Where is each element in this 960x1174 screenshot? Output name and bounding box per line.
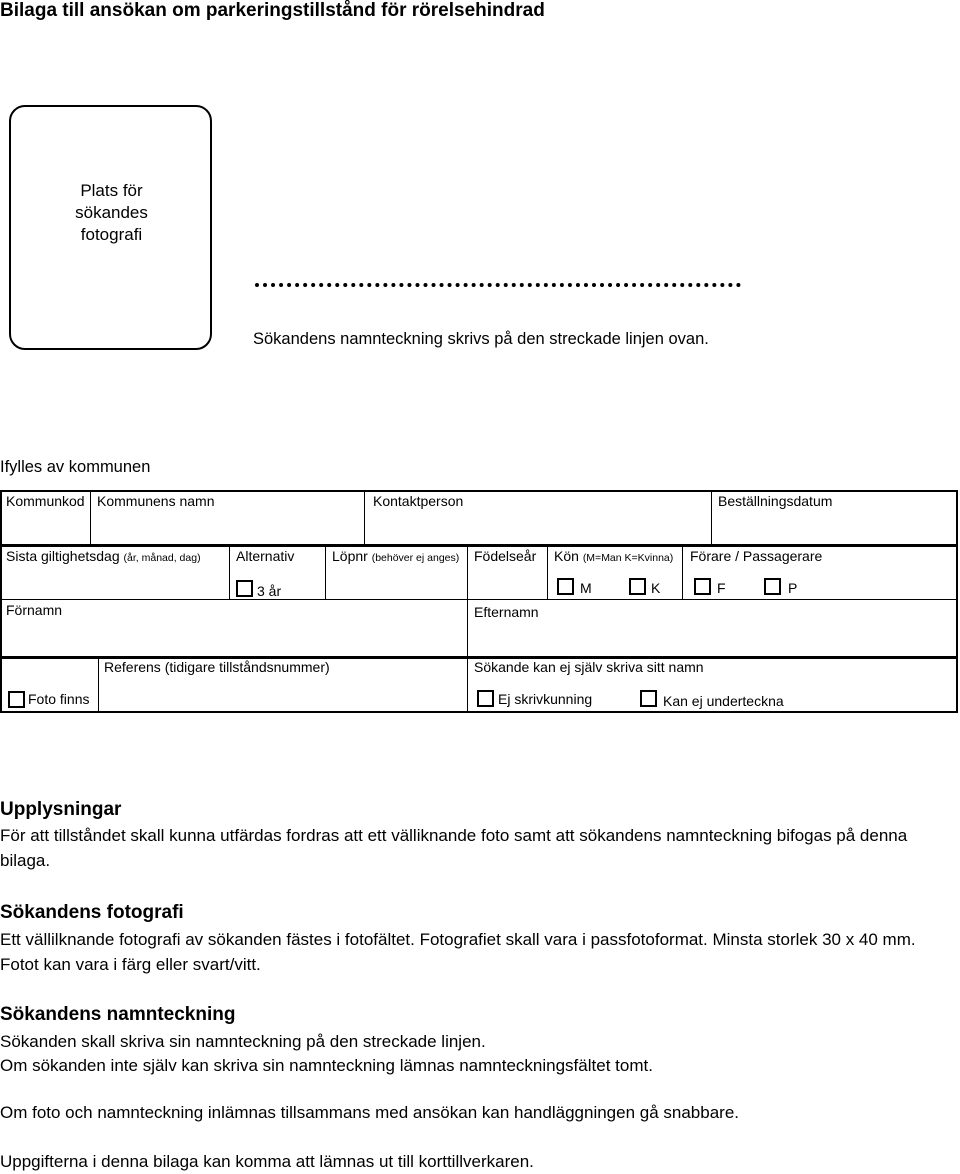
checkbox-m-label: M — [580, 580, 592, 596]
namnteckning-text-2: Om sökanden inte själv kan skriva sin namnteckning lämnas namnteckningsfältet tomt. — [0, 1056, 653, 1075]
divider — [98, 658, 99, 712]
divider — [467, 546, 468, 657]
fotografi-text: Ett vällilknande fotografi av sökanden fästes i fotofältet. Fotografiet skall vara i passfotoformat. Minsta storlek 30 x 40 mm. Fotot kan vara i färg eller svart/vitt. — [0, 930, 916, 974]
sokande-ej-label: Sökande kan ej själv skriva sitt namn — [474, 659, 704, 675]
kon-hint: (M=Man K=Kvinna) — [582, 552, 674, 564]
checkbox-foto-finns-label: Foto finns — [28, 691, 90, 707]
page-title: Bilaga till ansökan om parkeringstillstånd för rörelsehindrad — [0, 0, 545, 21]
fodelsear-label: Födelseår — [474, 548, 537, 564]
upplysningar-heading: Upplysningar — [0, 799, 122, 820]
sista-giltighetsdag-label — [6, 548, 201, 564]
photo-line-1: Plats för — [80, 181, 143, 200]
bestallningsdatum-label: Beställningsdatum — [718, 493, 833, 509]
checkbox-m[interactable] — [557, 578, 574, 595]
divider — [90, 491, 91, 545]
checkbox-kan-ej-underteckna[interactable] — [640, 690, 657, 707]
fotografi-heading: Sökandens fotografi — [0, 902, 184, 923]
kommunkod-label: Kommunkod — [6, 493, 85, 509]
checkbox-ej-skrivkunning[interactable] — [477, 690, 494, 707]
photo-line-2: sökandes — [75, 203, 148, 222]
divider — [325, 546, 326, 599]
signature-caption: Sökandens namnteckning skrivs på den streckade linjen ovan. — [253, 330, 709, 348]
upplysningar-text: För att tillståndet skall kunna utfärdas fordras att ett välliknande foto samt att sökandens namnteckning bifogas på denna bilaga. — [0, 826, 908, 870]
namnteckning-heading: Sökandens namnteckning — [0, 1004, 236, 1025]
checkbox-3ar[interactable] — [236, 580, 253, 597]
checkbox-k-label: K — [651, 580, 661, 596]
lopnr-label — [332, 548, 459, 564]
namnteckning-text-1: Sökanden skall skriva sin namnteckning på den streckade linjen. — [0, 1032, 486, 1051]
forare-passagerare-label: Förare / Passagerare — [690, 548, 823, 564]
checkbox-foto-finns[interactable] — [8, 691, 25, 708]
divider — [682, 546, 683, 599]
kommunens-namn-label: Kommunens namn — [97, 493, 215, 509]
divider — [467, 658, 468, 712]
checkbox-f[interactable] — [694, 578, 711, 595]
divider — [711, 491, 712, 545]
checkbox-ej-skrivkunning-label: Ej skrivkunning — [498, 691, 593, 707]
municipal-section-heading: Ifylles av kommunen — [0, 458, 151, 476]
divider — [229, 546, 230, 599]
fornamn-label: Förnamn — [6, 602, 63, 618]
checkbox-p-label: P — [788, 580, 798, 596]
signature-line[interactable] — [255, 283, 741, 287]
extra-text-2: Uppgifterna i denna bilaga kan komma att lämnas ut till korttillverkaren. — [0, 1152, 534, 1171]
divider — [1, 599, 957, 600]
referens-label: Referens (tidigare tillståndsnummer) — [104, 659, 330, 675]
sista-giltighetsdag-text: Sista giltighetsdag — [6, 548, 120, 564]
extra-text-1: Om foto och namnteckning inlämnas tillsammans med ansökan kan handläggningen gå snabbare. — [0, 1103, 740, 1122]
alternativ-label: Alternativ — [236, 548, 295, 564]
sista-giltighetsdag-hint: (år, månad, dag) — [123, 552, 201, 564]
photo-line-3: fotografi — [80, 225, 143, 244]
checkbox-k[interactable] — [629, 578, 646, 595]
checkbox-3ar-label: 3 år — [257, 583, 282, 599]
lopnr-text: Löpnr — [332, 548, 368, 564]
kontaktperson-label: Kontaktperson — [373, 493, 464, 509]
efternamn-label: Efternamn — [474, 604, 539, 620]
divider — [547, 546, 548, 599]
kon-text: Kön — [554, 548, 579, 564]
lopnr-hint: (behöver ej anges) — [371, 552, 460, 564]
kon-label — [554, 548, 673, 564]
photo-placeholder-text — [9, 180, 214, 246]
checkbox-kan-ej-underteckna-label: Kan ej underteckna — [663, 693, 784, 709]
checkbox-p[interactable] — [764, 578, 781, 595]
divider — [364, 491, 365, 545]
checkbox-f-label: F — [717, 580, 726, 596]
